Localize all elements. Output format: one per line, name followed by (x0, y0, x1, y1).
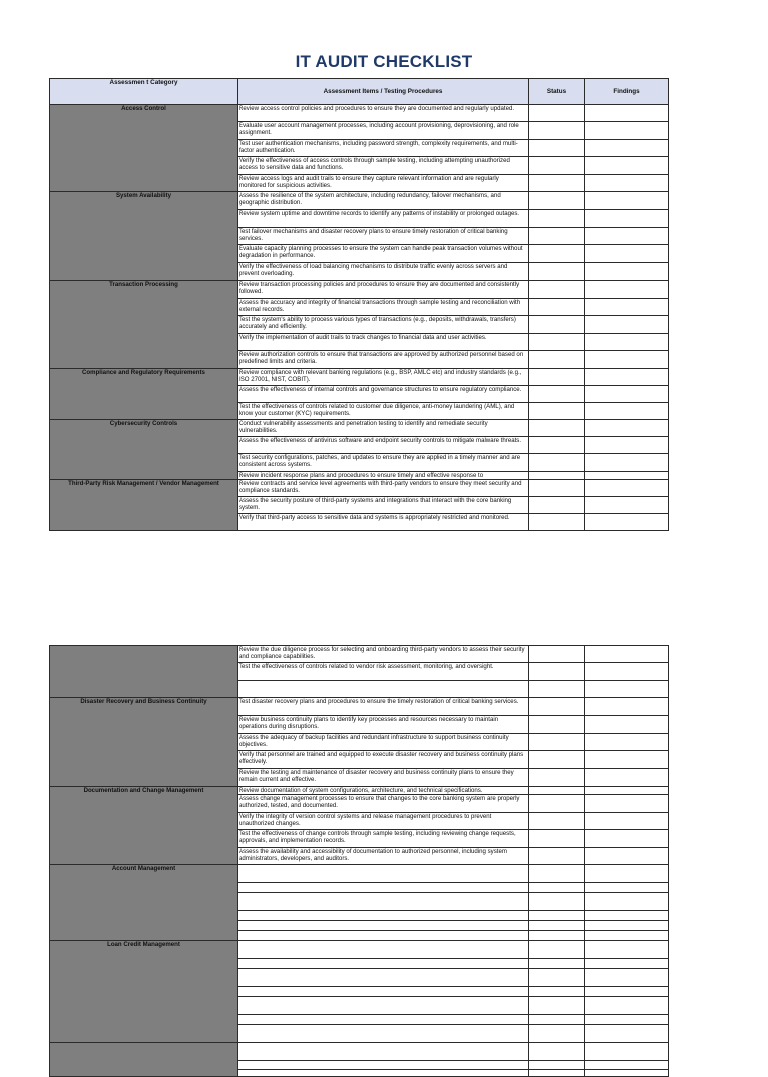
category-cell-loan-credit-management: Loan Credit Management (50, 941, 238, 1043)
table-row (50, 787, 669, 795)
table-row (50, 192, 669, 210)
status-cell[interactable] (529, 472, 585, 480)
status-cell[interactable] (529, 795, 585, 813)
category-cell-account-management: Account Management (50, 865, 238, 941)
findings-cell[interactable] (585, 969, 669, 987)
findings-cell[interactable] (585, 105, 669, 122)
status-cell[interactable] (529, 663, 585, 681)
status-cell[interactable] (529, 437, 585, 454)
status-cell[interactable] (529, 210, 585, 228)
findings-cell[interactable] (585, 734, 669, 751)
assessment-item (238, 681, 529, 698)
status-cell[interactable] (529, 403, 585, 420)
assessment-item: Conduct vulnerability assessments and penetration testing to identify and remediate security vulnerabilities. (238, 420, 529, 437)
findings-cell[interactable] (585, 1070, 669, 1077)
assessment-item (238, 941, 529, 959)
findings-cell[interactable] (585, 959, 669, 969)
findings-cell[interactable] (585, 454, 669, 472)
status-cell[interactable] (529, 334, 585, 351)
category-cell-transaction-processing: Transaction Processing (50, 281, 238, 369)
assessment-item (238, 921, 529, 931)
status-cell[interactable] (529, 105, 585, 122)
findings-cell[interactable] (585, 997, 669, 1015)
status-cell[interactable] (529, 813, 585, 830)
findings-cell[interactable] (585, 987, 669, 997)
findings-cell[interactable] (585, 281, 669, 299)
assessment-item: Test disaster recovery plans and procedures to ensure the timely restoration of critical banking services. (238, 698, 529, 716)
status-cell[interactable] (529, 941, 585, 959)
status-cell[interactable] (529, 931, 585, 941)
status-cell[interactable] (529, 192, 585, 210)
findings-cell[interactable] (585, 420, 669, 437)
findings-cell[interactable] (585, 316, 669, 334)
table-row (50, 698, 669, 716)
header-findings: Findings (585, 79, 669, 105)
findings-cell[interactable] (585, 830, 669, 848)
audit-table-top (49, 78, 669, 531)
findings-cell[interactable] (585, 480, 669, 497)
assessment-item (238, 865, 529, 883)
assessment-item (238, 1061, 529, 1070)
assessment-item (238, 1070, 529, 1077)
assessment-item: Evaluate capacity planning processes to ensure the system can handle peak transaction volumes without degradation in performance. (238, 245, 529, 263)
assessment-item: Verify that personnel are trained and equipped to execute disaster recovery and business continuity plans effectively. (238, 751, 529, 769)
category-cell-documentation-and-change-management: Documentation and Change Management (50, 787, 238, 865)
status-cell[interactable] (529, 787, 585, 795)
findings-cell[interactable] (585, 514, 669, 531)
category-cell-access-control: Access Control (50, 105, 238, 192)
assessment-item (238, 893, 529, 911)
assessment-item: Test failover mechanisms and disaster recovery plans to ensure timely restoration of critical banking services. (238, 228, 529, 245)
header-items: Assessment Items / Testing Procedures (238, 79, 529, 105)
status-cell[interactable] (529, 369, 585, 386)
status-cell[interactable] (529, 497, 585, 514)
table-row (50, 105, 669, 122)
assessment-item: Assess the security posture of third-party systems and integrations that interact with the core banking system. (238, 497, 529, 514)
header-row (50, 79, 669, 105)
findings-cell[interactable] (585, 769, 669, 787)
status-cell[interactable] (529, 997, 585, 1015)
table-row (50, 480, 669, 497)
assessment-item: Review transaction processing policies and procedures to ensure they are documented and consistently followed. (238, 281, 529, 299)
findings-cell[interactable] (585, 157, 669, 175)
status-cell[interactable] (529, 1043, 585, 1061)
findings-cell[interactable] (585, 787, 669, 795)
status-cell[interactable] (529, 911, 585, 921)
findings-cell[interactable] (585, 921, 669, 931)
findings-cell[interactable] (585, 663, 669, 681)
assessment-item: Assess change management processes to ensure that changes to the core banking system are properly authorized, tested, and documented. (238, 795, 529, 813)
findings-cell[interactable] (585, 716, 669, 734)
assessment-item (238, 997, 529, 1015)
assessment-item (238, 1043, 529, 1061)
assessment-item (238, 1015, 529, 1025)
table-row (50, 281, 669, 299)
category-cell-system-availability: System Availability (50, 192, 238, 281)
status-cell[interactable] (529, 281, 585, 299)
assessment-item: Test the effectiveness of change controls through sample testing, including reviewing change requests, approvals, and implementation records. (238, 830, 529, 848)
assessment-item: Evaluate user account management processes, including account provisioning, deprovisioning, and role assignment. (238, 122, 529, 140)
status-cell[interactable] (529, 959, 585, 969)
status-cell[interactable] (529, 830, 585, 848)
status-cell[interactable] (529, 480, 585, 497)
findings-cell[interactable] (585, 941, 669, 959)
assessment-item (238, 931, 529, 941)
assessment-item: Review authorization controls to ensure that transactions are approved by authorized personnel based on predefined limits and criteria. (238, 351, 529, 369)
findings-cell[interactable] (585, 472, 669, 480)
status-cell[interactable] (529, 1015, 585, 1025)
assessment-item (238, 883, 529, 893)
status-cell[interactable] (529, 514, 585, 531)
status-cell[interactable] (529, 769, 585, 787)
header-status: Status (529, 79, 585, 105)
findings-cell[interactable] (585, 403, 669, 420)
category-cell-blank (50, 1043, 238, 1077)
assessment-item: Review the due diligence process for selecting and onboarding third-party vendors to assess their security and compliance capabilities. (238, 646, 529, 663)
assessment-item: Verify the integrity of version control systems and release management procedures to prevent unauthorized changes. (238, 813, 529, 830)
findings-cell[interactable] (585, 175, 669, 192)
status-cell[interactable] (529, 848, 585, 865)
audit-table-bottom (49, 645, 669, 1077)
status-cell[interactable] (529, 883, 585, 893)
assessment-item: Test the effectiveness of controls related to customer due diligence, anti-money laundering (AML), and know your customer (KYC) requirements. (238, 403, 529, 420)
assessment-item: Assess the effectiveness of antivirus software and endpoint security controls to mitigate malware threats. (238, 437, 529, 454)
status-cell[interactable] (529, 921, 585, 931)
status-cell[interactable] (529, 646, 585, 663)
table-row (50, 646, 669, 663)
status-cell[interactable] (529, 751, 585, 769)
page-title: IT AUDIT CHECKLIST (295, 52, 473, 71)
status-cell[interactable] (529, 245, 585, 263)
status-cell[interactable] (529, 175, 585, 192)
assessment-item: Assess the availability and accessibility of documentation to authorized personnel, including system administrators, developers, and auditors. (238, 848, 529, 865)
findings-cell[interactable] (585, 351, 669, 369)
assessment-item (238, 911, 529, 921)
findings-cell[interactable] (585, 1015, 669, 1025)
findings-cell[interactable] (585, 883, 669, 893)
findings-cell[interactable] (585, 751, 669, 769)
assessment-item: Assess the adequacy of backup facilities and redundant infrastructure to support business continuity objectives. (238, 734, 529, 751)
assessment-item: Assess the effectiveness of internal controls and governance structures to ensure regulatory compliance. (238, 386, 529, 403)
findings-cell[interactable] (585, 931, 669, 941)
status-cell[interactable] (529, 228, 585, 245)
findings-cell[interactable] (585, 1043, 669, 1061)
assessment-item: Test the system's ability to process various types of transactions (e.g., deposits, withdrawals, transfers) accurately and efficiently. (238, 316, 529, 334)
status-cell[interactable] (529, 140, 585, 157)
findings-cell[interactable] (585, 795, 669, 813)
assessment-item: Assess the resilience of the system architecture, including redundancy, failover mechanisms, and geographic distribution. (238, 192, 529, 210)
category-cell-cybersecurity-controls: Cybersecurity Controls (50, 420, 238, 480)
assessment-item: Test user authentication mechanisms, including password strength, complexity requirements, and multi-factor authentication. (238, 140, 529, 157)
header-category: Assessmen t Category (50, 79, 238, 105)
findings-cell[interactable] (585, 1061, 669, 1070)
status-cell[interactable] (529, 420, 585, 437)
status-cell[interactable] (529, 1025, 585, 1043)
status-cell[interactable] (529, 299, 585, 316)
findings-cell[interactable] (585, 210, 669, 228)
findings-cell[interactable] (585, 263, 669, 281)
assessment-item: Verify that third-party access to sensitive data and systems is appropriately restricted and monitored. (238, 514, 529, 531)
assessment-item (238, 969, 529, 987)
status-cell[interactable] (529, 893, 585, 911)
table-row (50, 420, 669, 437)
table-row (50, 1043, 669, 1061)
status-cell[interactable] (529, 681, 585, 698)
findings-cell[interactable] (585, 497, 669, 514)
findings-cell[interactable] (585, 893, 669, 911)
status-cell[interactable] (529, 1070, 585, 1077)
assessment-item: Verify the effectiveness of load balancing mechanisms to distribute traffic evenly across servers and prevent overloading. (238, 263, 529, 281)
findings-cell[interactable] (585, 386, 669, 403)
findings-cell[interactable] (585, 228, 669, 245)
status-cell[interactable] (529, 386, 585, 403)
table-row (50, 369, 669, 386)
status-cell[interactable] (529, 454, 585, 472)
status-cell[interactable] (529, 969, 585, 987)
findings-cell[interactable] (585, 681, 669, 698)
findings-cell[interactable] (585, 299, 669, 316)
findings-cell[interactable] (585, 122, 669, 140)
findings-cell[interactable] (585, 192, 669, 210)
assessment-item (238, 987, 529, 997)
table-row (50, 941, 669, 959)
assessment-item: Review system uptime and downtime records to identify any patterns of instability or prolonged outages. (238, 210, 529, 228)
assessment-item: Review compliance with relevant banking regulations (e.g., BSP, AMLC etc) and industry standards (e.g., ISO 27001, NIST, COBIT). (238, 369, 529, 386)
category-cell-third-party-risk-management-vendor-management: Third-Party Risk Management / Vendor Management (50, 480, 238, 531)
table-row (50, 865, 669, 883)
assessment-item: Review contracts and service level agreements with third-party vendors to ensure they meet security and compliance standards. (238, 480, 529, 497)
findings-cell[interactable] (585, 646, 669, 663)
findings-cell[interactable] (585, 369, 669, 386)
status-cell[interactable] (529, 865, 585, 883)
assessment-item: Verify the effectiveness of access controls through sample testing, including attempting unauthorized access to sensitive data and functions. (238, 157, 529, 175)
findings-cell[interactable] (585, 911, 669, 921)
findings-cell[interactable] (585, 245, 669, 263)
assessment-item: Review documentation of system configurations, architecture, and technical specifications. (238, 787, 529, 795)
assessment-item: Review business continuity plans to identify key processes and resources necessary to maintain operations during disruptions. (238, 716, 529, 734)
assessment-item: Review the testing and maintenance of disaster recovery and business continuity plans to ensure they remain current and effective. (238, 769, 529, 787)
assessment-item (238, 959, 529, 969)
status-cell[interactable] (529, 734, 585, 751)
findings-cell[interactable] (585, 437, 669, 454)
assessment-item: Test the effectiveness of controls related to vendor risk assessment, monitoring, and oversight. (238, 663, 529, 681)
findings-cell[interactable] (585, 140, 669, 157)
status-cell[interactable] (529, 716, 585, 734)
status-cell[interactable] (529, 157, 585, 175)
findings-cell[interactable] (585, 1025, 669, 1043)
assessment-item: Verify the implementation of audit trails to track changes to financial data and user activities. (238, 334, 529, 351)
assessment-item: Review access logs and audit trails to ensure they capture relevant information and are regularly monitored for suspicious activities. (238, 175, 529, 192)
category-cell-compliance-and-regulatory-requirements: Compliance and Regulatory Requirements (50, 369, 238, 420)
status-cell[interactable] (529, 316, 585, 334)
findings-cell[interactable] (585, 334, 669, 351)
status-cell[interactable] (529, 263, 585, 281)
status-cell[interactable] (529, 698, 585, 716)
findings-cell[interactable] (585, 698, 669, 716)
status-cell[interactable] (529, 1061, 585, 1070)
category-cell-disaster-recovery-and-business-continuity: Disaster Recovery and Business Continuity (50, 698, 238, 787)
findings-cell[interactable] (585, 813, 669, 830)
findings-cell[interactable] (585, 865, 669, 883)
status-cell[interactable] (529, 122, 585, 140)
assessment-item (238, 1025, 529, 1043)
status-cell[interactable] (529, 351, 585, 369)
assessment-item: Review incident response plans and procedures to ensure timely and effective response to (238, 472, 529, 480)
assessment-item: Review access control policies and procedures to ensure they are documented and regularly updated. (238, 105, 529, 122)
category-cell-blank (50, 646, 238, 698)
assessment-item: Test security configurations, patches, and updates to ensure they are applied in a timely manner and are consistent across systems. (238, 454, 529, 472)
findings-cell[interactable] (585, 848, 669, 865)
assessment-item: Assess the accuracy and integrity of financial transactions through sample testing and reconciliation with external records. (238, 299, 529, 316)
status-cell[interactable] (529, 987, 585, 997)
